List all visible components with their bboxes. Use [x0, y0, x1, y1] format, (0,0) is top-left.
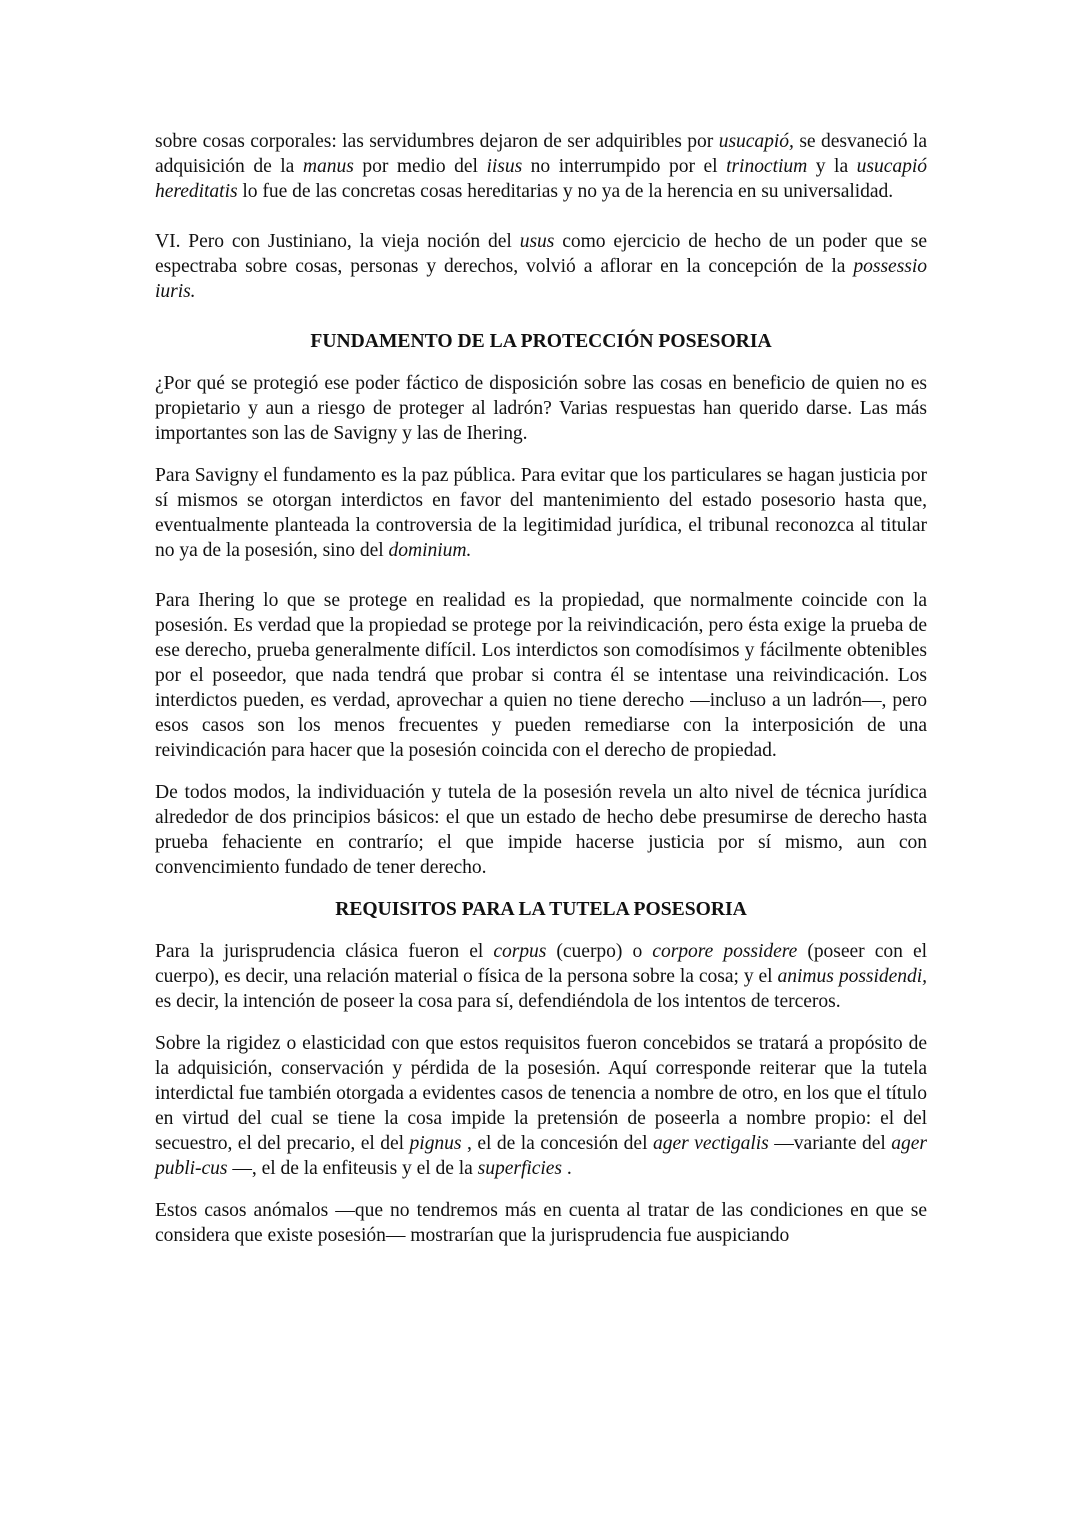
italic-term: possessio iuris.: [155, 256, 927, 302]
text-run: —, el de la enfiteusis y el de la: [227, 1158, 478, 1179]
paragraph-spacer: [155, 563, 927, 588]
text-run: Para Ihering lo que se protege en realidad es la propiedad, que normalmente coincide con la posesión. Es verdad que la propiedad se protege por la reivindicación, pero ésta exige la prueba de ese derecho, prueba generalmente difícil. Los interdictos son comodísimos y fácilmente obtenibles por el poseedor, que nada tendrá que probar si contra él se intentase una reivindicación. Los interdictos pueden, es verdad, aprovechar a quien no tiene derecho —incluso a un ladrón—, pero esos casos son los menos frecuentes y pueden remediarse con la interposición de una reivindicación para hacer que la posesión coincida con el derecho de propiedad.: [155, 590, 927, 761]
text-run: y la: [807, 156, 857, 177]
text-run: como ejercicio de hecho de un poder que se espectraba sobre cosas, personas y derechos, volvió a aflorar en la concepción de la: [155, 231, 927, 277]
text-run: lo fue de las concretas cosas hereditarias y no ya de la herencia en su universalidad.: [237, 181, 894, 202]
paragraph-spacer: [155, 922, 927, 939]
text-run: (poseer con el cuerpo), es decir, una relación material o física de la persona sobre la cosa; y el: [155, 941, 927, 987]
text-run: (cuerpo) o: [546, 941, 653, 962]
italic-term: usus: [519, 231, 555, 252]
paragraph-spacer: [155, 304, 927, 329]
italic-term: ager vectigalis: [652, 1133, 769, 1154]
text-run: no interrumpido por el: [522, 156, 727, 177]
italic-term: usucapió,: [718, 131, 794, 152]
paragraph-spacer: [155, 354, 927, 371]
paragraph-spacer: [155, 763, 927, 780]
italic-term: superficies: [477, 1158, 562, 1179]
text-run: De todos modos, la individuación y tutela de la posesión revela un alto nivel de técnica jurídica alrededor de dos principios básicos: el que un estado de hecho debe presumirse de derecho hasta prueba fehaciente en contrarío; el que impide hacerse justicia por sí mismo, aun con convencimiento fundado de tener derecho.: [155, 782, 927, 878]
italic-term: corpus: [493, 941, 547, 962]
text-run: Para Savigny el fundamento es la paz pública. Para evitar que los particulares se hagan justicia por sí mismos se otorgan interdictos en favor del mantenimiento del estado posesorio hasta que, eventualmente planteada la controversia de la legitimidad jurídica, el tribunal reconozca al titular no ya de la posesión, sino del: [155, 465, 927, 561]
paragraph-spacer: [155, 1014, 927, 1031]
italic-term: manus: [302, 156, 354, 177]
italic-term: ager publi-cus: [155, 1133, 927, 1179]
paragraph-spacer: [155, 446, 927, 463]
paragraph-spacer: [155, 880, 927, 897]
paragraph-spacer: [155, 1181, 927, 1198]
text-run: .: [562, 1158, 572, 1179]
text-run: sobre cosas corporales: las servidumbres dejaron de ser adquiribles por: [155, 131, 719, 152]
italic-term: dominium.: [388, 540, 472, 561]
text-run: , el de la concesión del: [461, 1133, 653, 1154]
text-run: Estos casos anómalos —que no tendremos más en cuenta al tratar de las condiciones en que se considera que existe posesión— mostrarían que la jurisprudencia fue auspiciando: [155, 1200, 927, 1246]
body-paragraph: [155, 588, 927, 763]
text-run: es decir, la intención de poseer la cosa para sí, defendiéndola de los intentos de terceros.: [155, 991, 841, 1012]
text-run: se desvaneció la adquisición de la: [155, 131, 927, 177]
italic-term: iisus: [486, 156, 523, 177]
body-paragraph: [155, 1198, 927, 1248]
body-paragraph: [155, 371, 927, 446]
body-paragraph: [155, 780, 927, 880]
italic-term: usucapió hereditatis: [155, 156, 928, 202]
body-paragraph: [155, 229, 927, 304]
body-paragraph: [155, 129, 927, 204]
italic-term: trinoctium: [726, 156, 808, 177]
document-page: [155, 129, 927, 1248]
text-run: Sobre la rigidez o elasticidad con que estos requisitos fueron concebidos se tratará a propósito de la adquisición, conservación y pérdida de la posesión. Aquí corresponde reiterar que la tutela interdictal fue también otorgada a evidentes casos de tenencia a nombre de otro, en los que el título en virtud del cual se tiene la cosa impide la pretensión de poseerla a nombre propio: el del secuestro, el del precario, el del: [155, 1033, 927, 1154]
section-heading: REQUISITOS PARA LA TUTELA POSESORIA: [335, 899, 747, 920]
text-run: Para la jurisprudencia clásica fueron el: [155, 941, 494, 962]
text-run: —variante del: [768, 1133, 892, 1154]
body-paragraph: [155, 463, 927, 563]
paragraph-spacer: [155, 204, 927, 229]
text-run: VI. Pero con Justiniano, la vieja noción del: [155, 231, 520, 252]
text-run: ¿Por qué se protegió ese poder fáctico de disposición sobre las cosas en beneficio de quien no es propietario y aun a riesgo de proteger al ladrón? Varias respuestas han querido darse. Las más importantes son las de Savigny y las de Ihering.: [155, 373, 927, 444]
italic-term: pignus: [409, 1133, 462, 1154]
section-heading: FUNDAMENTO DE LA PROTECCIÓN POSESORIA: [310, 331, 772, 352]
body-paragraph: [155, 1031, 927, 1181]
text-run: por medio del: [353, 156, 487, 177]
body-paragraph: [155, 939, 927, 1014]
italic-term: corpore possidere: [652, 941, 798, 962]
italic-term: animus possidendi,: [777, 966, 927, 987]
